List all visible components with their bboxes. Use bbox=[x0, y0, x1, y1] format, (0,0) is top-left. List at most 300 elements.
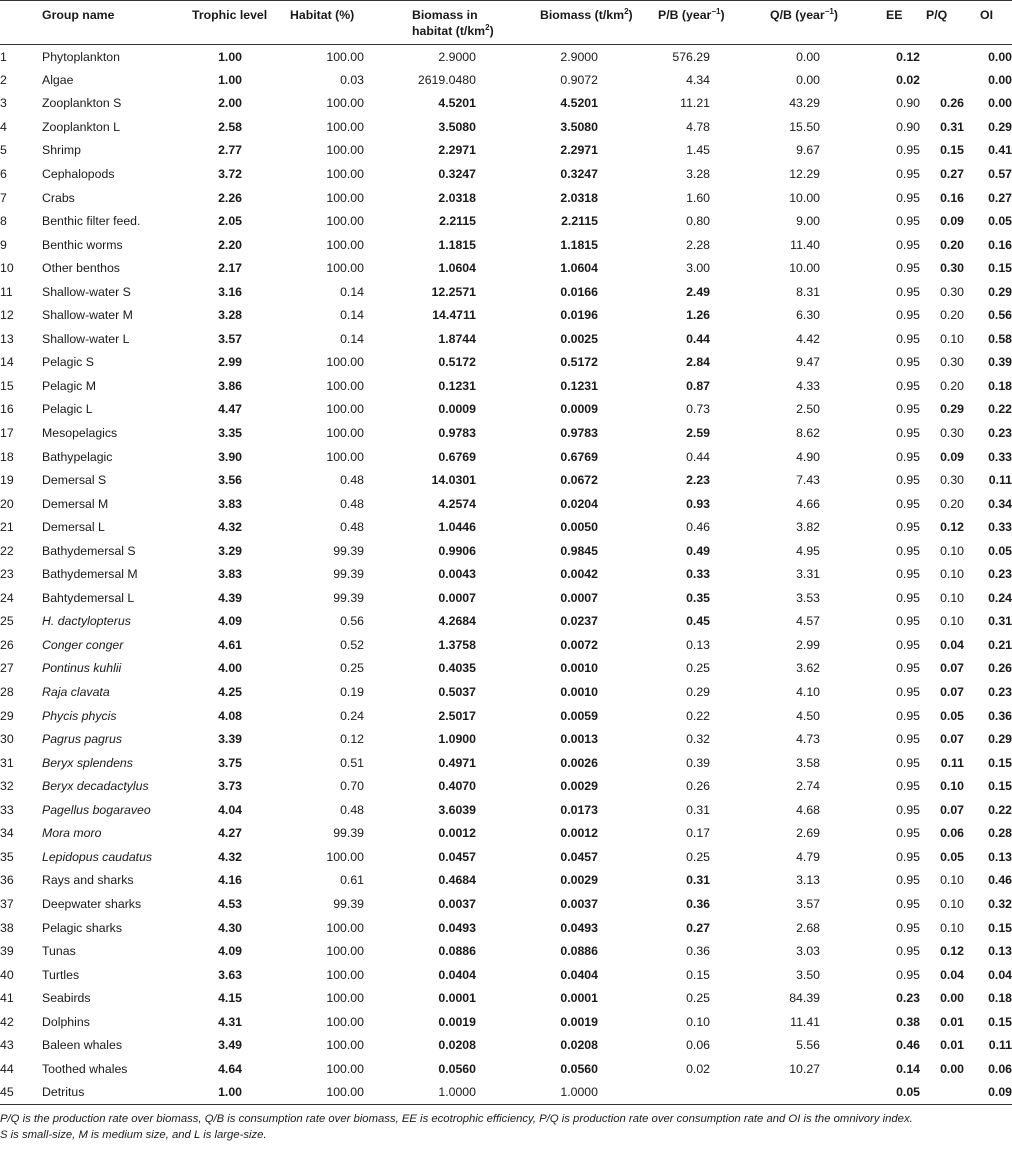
cell-pq bbox=[920, 68, 964, 92]
cell-oi: 0.15 bbox=[988, 755, 1012, 770]
cell-habitat: 0.51 bbox=[340, 755, 364, 770]
cell-pb: 0.10 bbox=[686, 1014, 710, 1029]
cell-qb: 12.29 bbox=[789, 167, 820, 181]
cell-qb: 4.33 bbox=[796, 378, 820, 393]
cell-trophic-level: 3.86 bbox=[218, 378, 242, 393]
cell-pq: 0.30 bbox=[940, 355, 964, 370]
cell-biomass: 0.0026 bbox=[560, 755, 598, 770]
cell-ee: 0.95 bbox=[896, 685, 920, 700]
cell-oi: 0.00 bbox=[988, 96, 1012, 111]
cell-ee: 0.90 bbox=[896, 96, 920, 111]
cell-ee: 0.95 bbox=[896, 755, 920, 770]
cell-habitat: 0.03 bbox=[340, 72, 364, 87]
cell-qb: 10.27 bbox=[789, 1061, 820, 1076]
cell-ee: 0.95 bbox=[896, 873, 920, 888]
cell-qb bbox=[754, 1081, 866, 1105]
cell-group-name: Beryx splendens bbox=[42, 755, 133, 770]
cell-habitat: 99.39 bbox=[333, 543, 364, 558]
cell-index: 31 bbox=[0, 755, 14, 770]
cell-group-name: Tunas bbox=[42, 944, 76, 959]
cell-index: 21 bbox=[0, 520, 14, 535]
cell-biomass: 0.9845 bbox=[560, 543, 598, 558]
cell-oi: 0.33 bbox=[988, 520, 1012, 535]
cell-ee: 0.95 bbox=[896, 826, 920, 841]
cell-index: 7 bbox=[0, 190, 7, 205]
cell-trophic-level: 3.83 bbox=[218, 567, 242, 582]
cell-qb: 4.95 bbox=[796, 543, 820, 558]
cell-pq: 0.07 bbox=[940, 732, 964, 747]
cell-trophic-level: 4.27 bbox=[218, 826, 242, 841]
table-row bbox=[0, 1033, 1012, 1057]
cell-pb: 2.84 bbox=[686, 355, 710, 370]
table-row bbox=[0, 727, 1012, 751]
cell-pb: 0.22 bbox=[686, 708, 710, 723]
cell-group-name: Baleen whales bbox=[42, 1038, 122, 1053]
cell-biomass: 0.0173 bbox=[560, 802, 598, 817]
cell-biomass: 0.0886 bbox=[560, 944, 598, 959]
cell-biomass: 0.0010 bbox=[560, 661, 598, 676]
cell-biomass-habitat: 0.0886 bbox=[438, 944, 476, 959]
cell-ee: 0.95 bbox=[896, 308, 920, 323]
cell-trophic-level: 2.26 bbox=[218, 190, 242, 205]
cell-pb: 0.87 bbox=[686, 378, 710, 393]
cell-ee: 0.95 bbox=[896, 449, 920, 464]
cell-index: 29 bbox=[0, 708, 14, 723]
cell-trophic-level: 3.39 bbox=[218, 732, 242, 747]
table-row bbox=[0, 304, 1012, 328]
cell-group-name: Shallow-water M bbox=[42, 308, 133, 323]
cell-ee: 0.95 bbox=[896, 190, 920, 205]
cell-pb: 0.45 bbox=[686, 614, 710, 629]
cell-biomass: 0.0012 bbox=[560, 826, 598, 841]
cell-pq: 0.05 bbox=[940, 708, 964, 723]
cell-pb: 2.59 bbox=[686, 426, 710, 441]
cell-pq: 0.26 bbox=[940, 96, 964, 111]
cell-qb: 3.03 bbox=[796, 944, 820, 959]
cell-biomass-habitat: 0.0001 bbox=[438, 991, 476, 1006]
cell-biomass-habitat: 0.0457 bbox=[438, 849, 476, 864]
cell-trophic-level: 2.77 bbox=[218, 143, 242, 158]
cell-ee: 0.95 bbox=[896, 896, 920, 911]
cell-pq: 0.00 bbox=[940, 991, 964, 1006]
cell-biomass-habitat: 0.0007 bbox=[438, 590, 476, 605]
cell-biomass: 0.0009 bbox=[560, 402, 598, 417]
cell-pq: 0.11 bbox=[940, 755, 964, 770]
cell-group-name: Pelagic M bbox=[42, 378, 96, 393]
table-row bbox=[0, 916, 1012, 940]
cell-index: 30 bbox=[0, 732, 14, 747]
cell-group-name: H. dactylopterus bbox=[42, 614, 131, 629]
cell-qb: 9.00 bbox=[796, 214, 820, 229]
cell-oi: 0.18 bbox=[988, 378, 1012, 393]
cell-biomass-habitat: 0.4070 bbox=[438, 779, 476, 794]
cell-pq: 0.10 bbox=[940, 873, 964, 888]
cell-pq: 0.12 bbox=[940, 520, 964, 535]
cell-pq: 0.09 bbox=[940, 214, 964, 229]
cell-index: 44 bbox=[0, 1061, 14, 1076]
cell-oi: 0.16 bbox=[988, 237, 1012, 252]
cell-ee: 0.95 bbox=[896, 637, 920, 652]
table-row bbox=[0, 492, 1012, 516]
cell-ee: 0.95 bbox=[896, 732, 920, 747]
cell-pq: 0.07 bbox=[940, 802, 964, 817]
cell-index: 23 bbox=[0, 567, 14, 582]
table-row bbox=[0, 92, 1012, 116]
cell-ee: 0.95 bbox=[896, 920, 920, 935]
table-row bbox=[0, 139, 1012, 163]
cell-pb: 0.06 bbox=[686, 1038, 710, 1053]
cell-trophic-level: 3.73 bbox=[218, 779, 242, 794]
cell-qb: 4.10 bbox=[796, 685, 820, 700]
cell-index: 39 bbox=[0, 944, 14, 959]
cell-qb: 4.66 bbox=[796, 496, 820, 511]
cell-oi: 0.33 bbox=[988, 449, 1012, 464]
cell-oi: 0.13 bbox=[988, 944, 1012, 959]
cell-biomass-habitat: 0.4684 bbox=[438, 873, 476, 888]
cell-biomass-habitat: 0.0493 bbox=[438, 920, 476, 935]
cell-biomass: 0.3247 bbox=[560, 167, 598, 181]
cell-trophic-level: 1.00 bbox=[218, 49, 242, 64]
cell-oi: 0.09 bbox=[988, 1085, 1012, 1100]
cell-biomass-habitat: 0.1231 bbox=[438, 378, 476, 393]
cell-pq: 0.10 bbox=[940, 543, 964, 558]
cell-trophic-level: 3.49 bbox=[218, 1038, 242, 1053]
cell-habitat: 100.00 bbox=[326, 1014, 364, 1029]
cell-oi: 0.00 bbox=[988, 72, 1012, 87]
cell-qb: 3.62 bbox=[796, 661, 820, 676]
cell-biomass: 0.0672 bbox=[560, 473, 598, 488]
cell-trophic-level: 3.75 bbox=[218, 755, 242, 770]
cell-pb: 11.21 bbox=[680, 96, 710, 111]
cell-group-name: Deepwater sharks bbox=[42, 896, 142, 911]
cell-habitat: 100.00 bbox=[326, 449, 364, 464]
cell-index: 41 bbox=[0, 991, 14, 1006]
cell-index: 13 bbox=[0, 331, 14, 346]
cell-trophic-level: 3.16 bbox=[218, 284, 242, 299]
cell-pq: 0.29 bbox=[940, 402, 964, 417]
col-qb-header: Q/B (year$^{-1}$) bbox=[770, 6, 838, 22]
cell-qb: 84.39 bbox=[789, 991, 820, 1006]
cell-habitat: 0.48 bbox=[340, 520, 364, 535]
cell-oi: 0.22 bbox=[988, 402, 1012, 417]
cell-trophic-level: 3.35 bbox=[218, 426, 242, 441]
cell-group-name: Cephalopods bbox=[42, 167, 115, 181]
cell-biomass-habitat: 1.0000 bbox=[438, 1085, 476, 1100]
cell-oi: 0.23 bbox=[988, 685, 1012, 700]
table-row bbox=[0, 845, 1012, 869]
cell-pb: 0.29 bbox=[686, 685, 710, 700]
cell-habitat: 100.00 bbox=[326, 355, 364, 370]
cell-biomass: 0.0019 bbox=[560, 1014, 598, 1029]
cell-qb: 9.47 bbox=[796, 355, 820, 370]
cell-qb: 8.31 bbox=[796, 284, 820, 299]
cell-biomass-habitat: 3.5080 bbox=[438, 119, 476, 134]
cell-index: 18 bbox=[0, 449, 14, 464]
cell-trophic-level: 4.08 bbox=[218, 708, 242, 723]
cell-biomass: 0.0196 bbox=[560, 308, 598, 323]
cell-habitat: 100.00 bbox=[326, 1038, 364, 1053]
cell-pb: 0.46 bbox=[686, 520, 710, 535]
cell-group-name: Seabirds bbox=[42, 991, 91, 1006]
cell-pq: 0.10 bbox=[940, 590, 964, 605]
cell-index: 10 bbox=[0, 261, 14, 276]
cell-trophic-level: 4.30 bbox=[218, 920, 242, 935]
cell-group-name: Zooplankton L bbox=[42, 119, 120, 134]
cell-qb: 4.57 bbox=[796, 614, 820, 629]
col-pq-header: P/Q bbox=[926, 8, 948, 22]
cell-group-name: Other benthos bbox=[42, 261, 120, 276]
cell-habitat: 0.48 bbox=[340, 473, 364, 488]
cell-qb: 2.50 bbox=[796, 402, 820, 417]
cell-ee: 0.95 bbox=[896, 237, 920, 252]
cell-pq: 0.30 bbox=[940, 284, 964, 299]
cell-index: 1 bbox=[0, 49, 7, 64]
cell-biomass: 0.0029 bbox=[560, 779, 598, 794]
cell-index: 38 bbox=[0, 920, 14, 935]
cell-biomass: 0.6769 bbox=[560, 449, 598, 464]
cell-group-name: Crabs bbox=[42, 190, 75, 205]
cell-biomass: 0.9783 bbox=[560, 426, 598, 441]
cell-biomass-habitat: 0.5037 bbox=[438, 685, 476, 700]
cell-pq: 0.10 bbox=[940, 614, 964, 629]
cell-habitat: 0.25 bbox=[340, 661, 364, 676]
cell-qb: 4.79 bbox=[796, 849, 820, 864]
cell-index: 19 bbox=[0, 473, 14, 488]
table-row bbox=[0, 539, 1012, 563]
cell-biomass-habitat: 0.4971 bbox=[438, 755, 476, 770]
cell-qb: 43.29 bbox=[789, 96, 820, 111]
cell-biomass-habitat: 12.2571 bbox=[431, 284, 476, 299]
cell-pb: 0.25 bbox=[686, 661, 710, 676]
cell-index: 11 bbox=[0, 284, 13, 299]
cell-pb: 0.49 bbox=[686, 543, 710, 558]
cell-pq: 0.30 bbox=[940, 426, 964, 441]
cell-ee: 0.95 bbox=[896, 143, 920, 158]
table-row bbox=[0, 751, 1012, 775]
cell-qb: 10.00 bbox=[789, 261, 820, 276]
cell-oi: 0.39 bbox=[988, 355, 1012, 370]
table-row bbox=[0, 68, 1012, 92]
cell-qb: 11.41 bbox=[790, 1014, 820, 1029]
cell-group-name: Mora moro bbox=[42, 826, 102, 841]
cell-habitat: 100.00 bbox=[326, 402, 364, 417]
cell-group-name: Beryx decadactylus bbox=[42, 779, 149, 794]
col-trophic-header: Trophic level bbox=[192, 8, 268, 22]
cell-biomass: 0.0237 bbox=[560, 614, 598, 629]
cell-biomass: 0.0208 bbox=[560, 1038, 598, 1053]
cell-oi: 0.27 bbox=[988, 190, 1012, 205]
cell-biomass: 0.0013 bbox=[560, 732, 598, 747]
cell-group-name: Turtles bbox=[42, 967, 80, 982]
cell-pq: 0.06 bbox=[940, 826, 964, 841]
cell-biomass: 0.0050 bbox=[560, 520, 598, 535]
cell-pq: 0.10 bbox=[940, 920, 964, 935]
cell-index: 34 bbox=[0, 826, 14, 841]
cell-index: 32 bbox=[0, 779, 14, 794]
cell-pq: 0.04 bbox=[940, 637, 964, 652]
table-row bbox=[0, 398, 1012, 422]
cell-biomass: 0.1231 bbox=[560, 378, 598, 393]
cell-pb: 0.44 bbox=[686, 449, 710, 464]
cell-biomass-habitat: 14.0301 bbox=[431, 473, 476, 488]
cell-pb: 0.33 bbox=[686, 567, 710, 582]
cell-pq: 0.10 bbox=[940, 779, 964, 794]
cell-habitat: 0.12 bbox=[340, 732, 364, 747]
cell-biomass-habitat: 2.9000 bbox=[438, 49, 476, 64]
cell-pb: 0.35 bbox=[686, 590, 710, 605]
cell-ee: 0.14 bbox=[896, 1061, 920, 1076]
table-row bbox=[0, 892, 1012, 916]
cell-pb: 576.29 bbox=[672, 49, 710, 64]
cell-qb: 3.58 bbox=[796, 755, 820, 770]
cell-biomass: 0.0560 bbox=[560, 1061, 598, 1076]
cell-biomass: 1.0604 bbox=[560, 261, 598, 276]
cell-habitat: 100.00 bbox=[326, 49, 364, 64]
col-biomass-habitat-header: Biomass in habitat $(t/km^2)$ bbox=[412, 8, 494, 38]
cell-pb: 1.45 bbox=[686, 143, 710, 158]
cell-oi: 0.56 bbox=[988, 308, 1012, 323]
cell-biomass: 0.0037 bbox=[560, 896, 598, 911]
cell-habitat: 0.48 bbox=[340, 496, 364, 511]
cell-oi: 0.57 bbox=[988, 167, 1012, 181]
cell-ee: 0.95 bbox=[896, 614, 920, 629]
cell-habitat: 100.00 bbox=[326, 1085, 364, 1100]
table-row bbox=[0, 774, 1012, 798]
cell-qb: 9.67 bbox=[796, 143, 820, 158]
cell-habitat: 100.00 bbox=[326, 378, 364, 393]
cell-habitat: 100.00 bbox=[326, 167, 364, 181]
cell-qb: 7.43 bbox=[796, 473, 820, 488]
cell-trophic-level: 1.00 bbox=[218, 72, 242, 87]
cell-biomass-habitat: 4.2574 bbox=[438, 496, 476, 511]
cell-qb: 3.13 bbox=[796, 873, 820, 888]
cell-index: 27 bbox=[0, 661, 14, 676]
table-row bbox=[0, 515, 1012, 539]
cell-index: 14 bbox=[0, 355, 14, 370]
table-footnote bbox=[0, 1111, 1012, 1143]
cell-ee: 0.95 bbox=[896, 331, 920, 346]
cell-trophic-level: 3.28 bbox=[218, 308, 242, 323]
cell-index: 22 bbox=[0, 543, 14, 558]
cell-group-name: Raja clavata bbox=[42, 685, 110, 700]
cell-oi: 0.11 bbox=[988, 1038, 1012, 1053]
cell-oi: 0.29 bbox=[988, 119, 1012, 134]
cell-index: 36 bbox=[0, 873, 14, 888]
cell-qb: 2.99 bbox=[796, 637, 820, 652]
cell-qb: 2.68 bbox=[796, 920, 820, 935]
cell-biomass-habitat: 0.3247 bbox=[438, 167, 476, 181]
cell-group-name: Pagellus bogaraveo bbox=[42, 802, 151, 817]
cell-oi: 0.04 bbox=[988, 967, 1012, 982]
footnote-line-2: S is small-size, M is medium size, and L is large-size. bbox=[0, 1128, 267, 1141]
cell-group-name: Pagrus pagrus bbox=[42, 732, 122, 747]
cell-habitat: 99.39 bbox=[333, 567, 364, 582]
cell-biomass-habitat: 0.0009 bbox=[438, 402, 476, 417]
cell-pb: 0.31 bbox=[686, 873, 710, 888]
cell-biomass-habitat: 0.0019 bbox=[438, 1014, 476, 1029]
cell-habitat: 100.00 bbox=[326, 849, 364, 864]
table-row bbox=[0, 563, 1012, 587]
cell-oi: 0.24 bbox=[988, 590, 1012, 605]
cell-biomass: 0.0072 bbox=[560, 637, 598, 652]
cell-index: 3 bbox=[0, 96, 7, 111]
cell-ee: 0.95 bbox=[896, 378, 920, 393]
cell-index: 25 bbox=[0, 614, 14, 629]
cell-group-name: Rays and sharks bbox=[42, 873, 134, 888]
cell-pq: 0.20 bbox=[940, 378, 964, 393]
cell-biomass-habitat: 1.0604 bbox=[438, 261, 476, 276]
cell-ee: 0.90 bbox=[896, 119, 920, 134]
table-row bbox=[0, 822, 1012, 846]
cell-trophic-level: 4.09 bbox=[218, 944, 242, 959]
cell-oi: 0.36 bbox=[988, 708, 1012, 723]
cell-group-name: Dolphins bbox=[42, 1014, 90, 1029]
cell-habitat: 0.56 bbox=[340, 614, 364, 629]
cell-index: 15 bbox=[0, 378, 14, 393]
cell-habitat: 100.00 bbox=[326, 944, 364, 959]
cell-qb: 15.50 bbox=[789, 119, 820, 134]
cell-pb: 0.26 bbox=[686, 779, 710, 794]
cell-biomass: 4.5201 bbox=[560, 96, 598, 111]
cell-trophic-level: 4.32 bbox=[218, 520, 242, 535]
cell-qb: 3.53 bbox=[796, 590, 820, 605]
cell-pb: 0.02 bbox=[686, 1061, 710, 1076]
cell-biomass-habitat: 0.6769 bbox=[438, 449, 476, 464]
cell-qb: 8.62 bbox=[796, 426, 820, 441]
cell-ee: 0.02 bbox=[896, 72, 920, 87]
cell-trophic-level: 4.39 bbox=[218, 590, 242, 605]
cell-trophic-level: 2.20 bbox=[218, 237, 242, 252]
cell-index: 40 bbox=[0, 967, 14, 982]
cell-oi: 0.29 bbox=[988, 284, 1012, 299]
cell-oi: 0.11 bbox=[988, 473, 1012, 488]
cell-trophic-level: 4.09 bbox=[218, 614, 242, 629]
cell-oi: 0.58 bbox=[988, 331, 1012, 346]
cell-biomass: 0.0001 bbox=[560, 991, 598, 1006]
cell-oi: 0.29 bbox=[988, 732, 1012, 747]
table-row bbox=[0, 115, 1012, 139]
cell-qb: 4.73 bbox=[796, 732, 820, 747]
cell-group-name: Detritus bbox=[42, 1085, 85, 1100]
cell-ee: 0.95 bbox=[896, 944, 920, 959]
cell-qb: 3.31 bbox=[796, 567, 820, 582]
cell-biomass-habitat: 2.5017 bbox=[438, 708, 476, 723]
cell-oi: 0.23 bbox=[988, 426, 1012, 441]
cell-index: 17 bbox=[0, 426, 14, 441]
table-row bbox=[0, 1081, 1012, 1105]
cell-group-name: Benthic filter feed. bbox=[42, 214, 141, 229]
cell-biomass: 2.9000 bbox=[560, 49, 598, 64]
header-row bbox=[0, 1, 1012, 45]
cell-qb: 5.56 bbox=[796, 1038, 820, 1053]
cell-biomass-habitat: 0.5172 bbox=[438, 355, 476, 370]
cell-ee: 0.46 bbox=[896, 1038, 920, 1053]
cell-pb: 2.28 bbox=[686, 237, 710, 252]
cell-oi: 0.15 bbox=[988, 920, 1012, 935]
cell-index: 26 bbox=[0, 637, 14, 652]
cell-qb: 4.68 bbox=[796, 802, 820, 817]
cell-pq: 0.10 bbox=[940, 896, 964, 911]
cell-habitat: 0.48 bbox=[340, 802, 364, 817]
cell-pq: 0.31 bbox=[940, 119, 964, 134]
cell-oi: 0.15 bbox=[988, 779, 1012, 794]
cell-pq: 0.16 bbox=[940, 190, 964, 205]
cell-qb: 6.30 bbox=[796, 308, 820, 323]
cell-pq: 0.04 bbox=[940, 967, 964, 982]
cell-pb: 0.17 bbox=[686, 826, 710, 841]
footnote-line-1: P/Q is the production rate over biomass, Q/B is consumption rate over biomass, EE is ecotrophic efficiency, P/Q is production rate over consumption rate and OI is the omnivory index. bbox=[0, 1112, 913, 1125]
cell-pb: 1.60 bbox=[686, 190, 710, 205]
